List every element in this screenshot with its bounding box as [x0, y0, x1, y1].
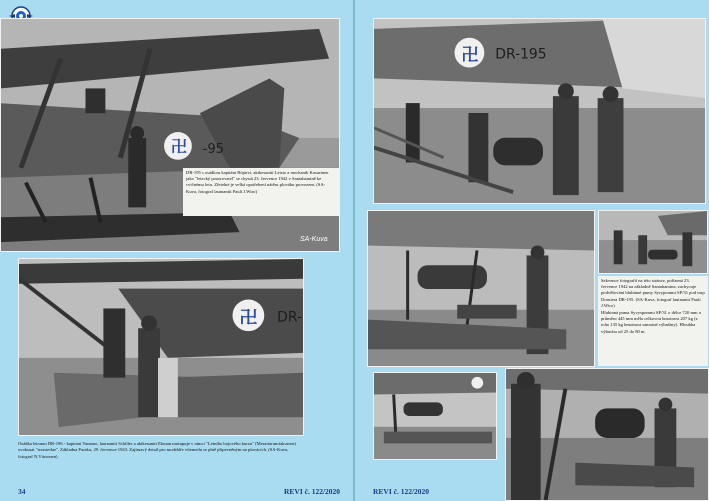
- photo-ground-crew: [505, 368, 709, 501]
- left-page-footer: REVI č. 122/2020: [284, 487, 341, 496]
- svg-text:卍: 卍: [170, 136, 187, 156]
- svg-text:卍: 卍: [461, 44, 479, 65]
- photo-bomb-mount: [367, 210, 595, 367]
- caption-photo-1: DR-195 s osádkou kapitáni Rüjärvi, aktkesuntti Leisto a mechanik Kasurinen jako "letecký pozorovatel" se chystá 23. července 1942 v Santahamině ke cvičnému letu. Zřetelné je velká opotřebení nátěru plovákn provozem. (SA-Kuva, fotograf lautnantti Pauli J.Wiro): [183, 168, 339, 216]
- svg-text:卍: 卍: [239, 307, 258, 329]
- photo-bomb-trolley: [373, 372, 497, 460]
- right-page-footer: REVI č. 122/2020: [373, 487, 430, 496]
- right-page: [355, 0, 709, 501]
- aircraft-marking: -95: [202, 141, 224, 157]
- photo-bomb-loading: [373, 18, 706, 204]
- photo-seaplane-crew: [0, 18, 340, 252]
- photo-credit: SA-Kuva: [300, 236, 328, 243]
- caption-photo-sequence: [598, 276, 708, 366]
- aircraft-marking: DR-195: [495, 46, 547, 63]
- photo-trolley-crew: [598, 210, 708, 274]
- page-number: 34: [18, 487, 26, 496]
- left-page: [0, 0, 354, 501]
- caption-photo-2: Osádka letounu DR-196 - kapitáni Vanamo, lautnantti Schiller a aktkesuntti Ekman nastupuje v rámci "Letního bojového kurzu" (Meraiturumfakursen) ovokusat "strastedue". Základna Paraku, 29. července 1943. Zajímavý detail pro modeláře vítemedu se plně připevněným na plovácích. (SA-Kuva, fotograf N.Viirronen): [18, 441, 296, 459]
- caption-sequence-text: Sekvence fotografií na této stránce, pořízená 23. července 1942 na základně Santahamina, zachycuje podvěšování hlubinné pumy Syrypommi SP/31 pod trup Dorniera DR-195. (SA-Kuva, fotograf lautnantti Pauli J.Wiro): [601, 278, 705, 308]
- aircraft-marking: DR-: [277, 309, 302, 326]
- caption-bomb-specs: Hlubinná puma Syvyspommi SP/31 o délce 720 mm a průměru 445 mm měla celkovou hmotnost 207 kg (z toho 135 kg hmotnost samotné výbušiny). Hloubka výbuchu od 25 do 80 m.: [601, 310, 701, 334]
- photo-crew-boarding: [18, 258, 304, 436]
